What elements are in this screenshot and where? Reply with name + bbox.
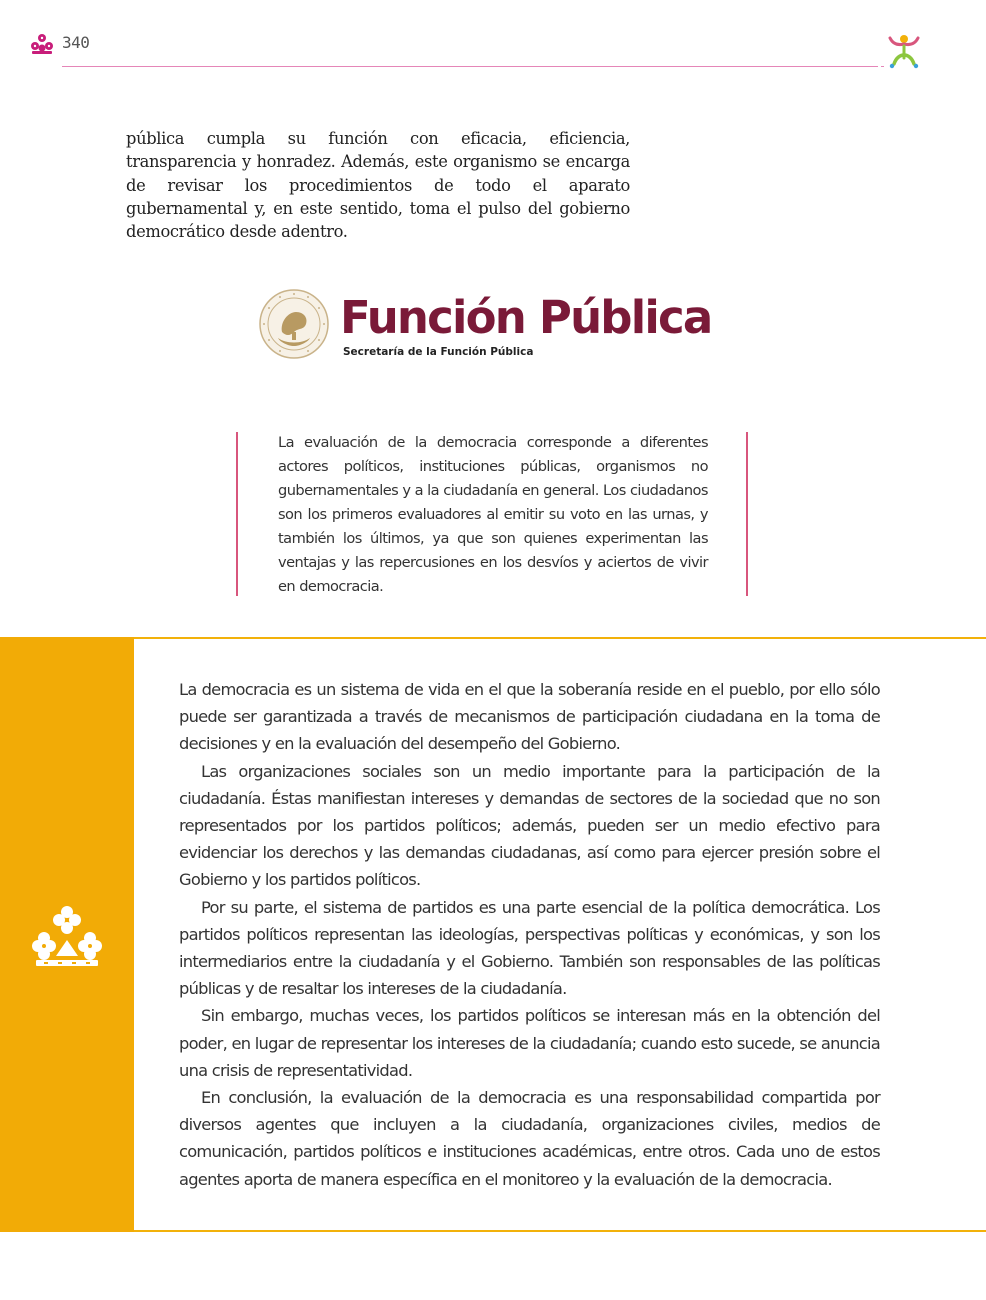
header-rule bbox=[62, 66, 878, 67]
summary-rule-top bbox=[0, 637, 986, 639]
quote-border-left bbox=[236, 432, 238, 596]
flower-icon bbox=[30, 33, 54, 55]
page-header bbox=[0, 0, 986, 80]
summary-paragraph-3: Por su parte, el sistema de partidos es una parte esencial de la política democrática. Los partidos políticos representan las ideologías, perspectivas políticas y económicas, y son los intermediarios entre la ciudadanía y el Gobierno. También son responsables de las políticas públicas y de resaltar los intereses de la ciudadanía. bbox=[179, 897, 880, 999]
summary-text bbox=[179, 676, 880, 1193]
seal-icon bbox=[258, 288, 330, 360]
summary-paragraph-1: La democracia es un sistema de vida en el que la soberanía reside en el pueblo, por ello sólo puede ser garantizada a través de mecanismos de participación ciudadana en la toma de decisiones y en la evaluación del desempeño del Gobierno. bbox=[179, 680, 880, 754]
logo-subtitle: Secretaría de la Función Pública bbox=[343, 346, 534, 358]
summary-side-band bbox=[0, 637, 134, 1232]
header-rule-dot bbox=[881, 66, 884, 67]
ornament-icon bbox=[32, 904, 102, 968]
summary-paragraph-2: Las organizaciones sociales son un medio importante para la participación de la ciudadanía. Éstas manifiestan intereses y demandas de sectores de la sociedad que no son representados por los partidos políticos; además, pueden ser un medio efectivo para evidenciar los derechos y las demandas ciudadanas, así como para ejercer presión sobre el Gobierno y los partidos políticos. bbox=[179, 761, 880, 890]
summary-paragraph-5: En conclusión, la evaluación de la democracia es una responsabilidad compartida por diversos agentes que incluyen a la ciudadanía, organizaciones civiles, medios de comunicación, partidos políticos e instituciones académicas, entre otros. Cada uno de estos agentes aporta de manera específica en el monitoreo y la evaluación de la democracia. bbox=[179, 1088, 880, 1189]
page-number: 340 bbox=[62, 33, 90, 52]
intro-paragraph: pública cumpla su función con eficacia, eficiencia, transparencia y honradez. Además, este organismo se encarga de revisar los procedimientos de todo el aparato gubernamental y, en este sentido, toma el pulso del gobierno democrático desde adentro. bbox=[126, 129, 630, 242]
summary-rule-bottom bbox=[134, 1230, 986, 1232]
funcion-publica-logo bbox=[254, 286, 754, 366]
summary-paragraph-4: Sin embargo, muchas veces, los partidos políticos se interesan más en la obtención del poder, en lugar de representar los intereses de la ciudadanía; cuando esto sucede, se anuncia una crisis de representatividad. bbox=[179, 1006, 880, 1080]
quote-border-right bbox=[746, 432, 748, 596]
sprout-icon bbox=[886, 34, 922, 70]
quote-text: La evaluación de la democracia corresponde a diferentes actores políticos, instituciones públicas, organismos no gubernamentales y a la ciudadanía en general. Los ciudadanos son los primeros evaluadores al emitir su voto en las urnas, y también los últimos, ya que son quienes experimentan las ventajas y las repercusiones en los desvíos y aciertos de vivir en democracia. bbox=[278, 434, 708, 595]
logo-title: Función Pública bbox=[340, 291, 712, 344]
